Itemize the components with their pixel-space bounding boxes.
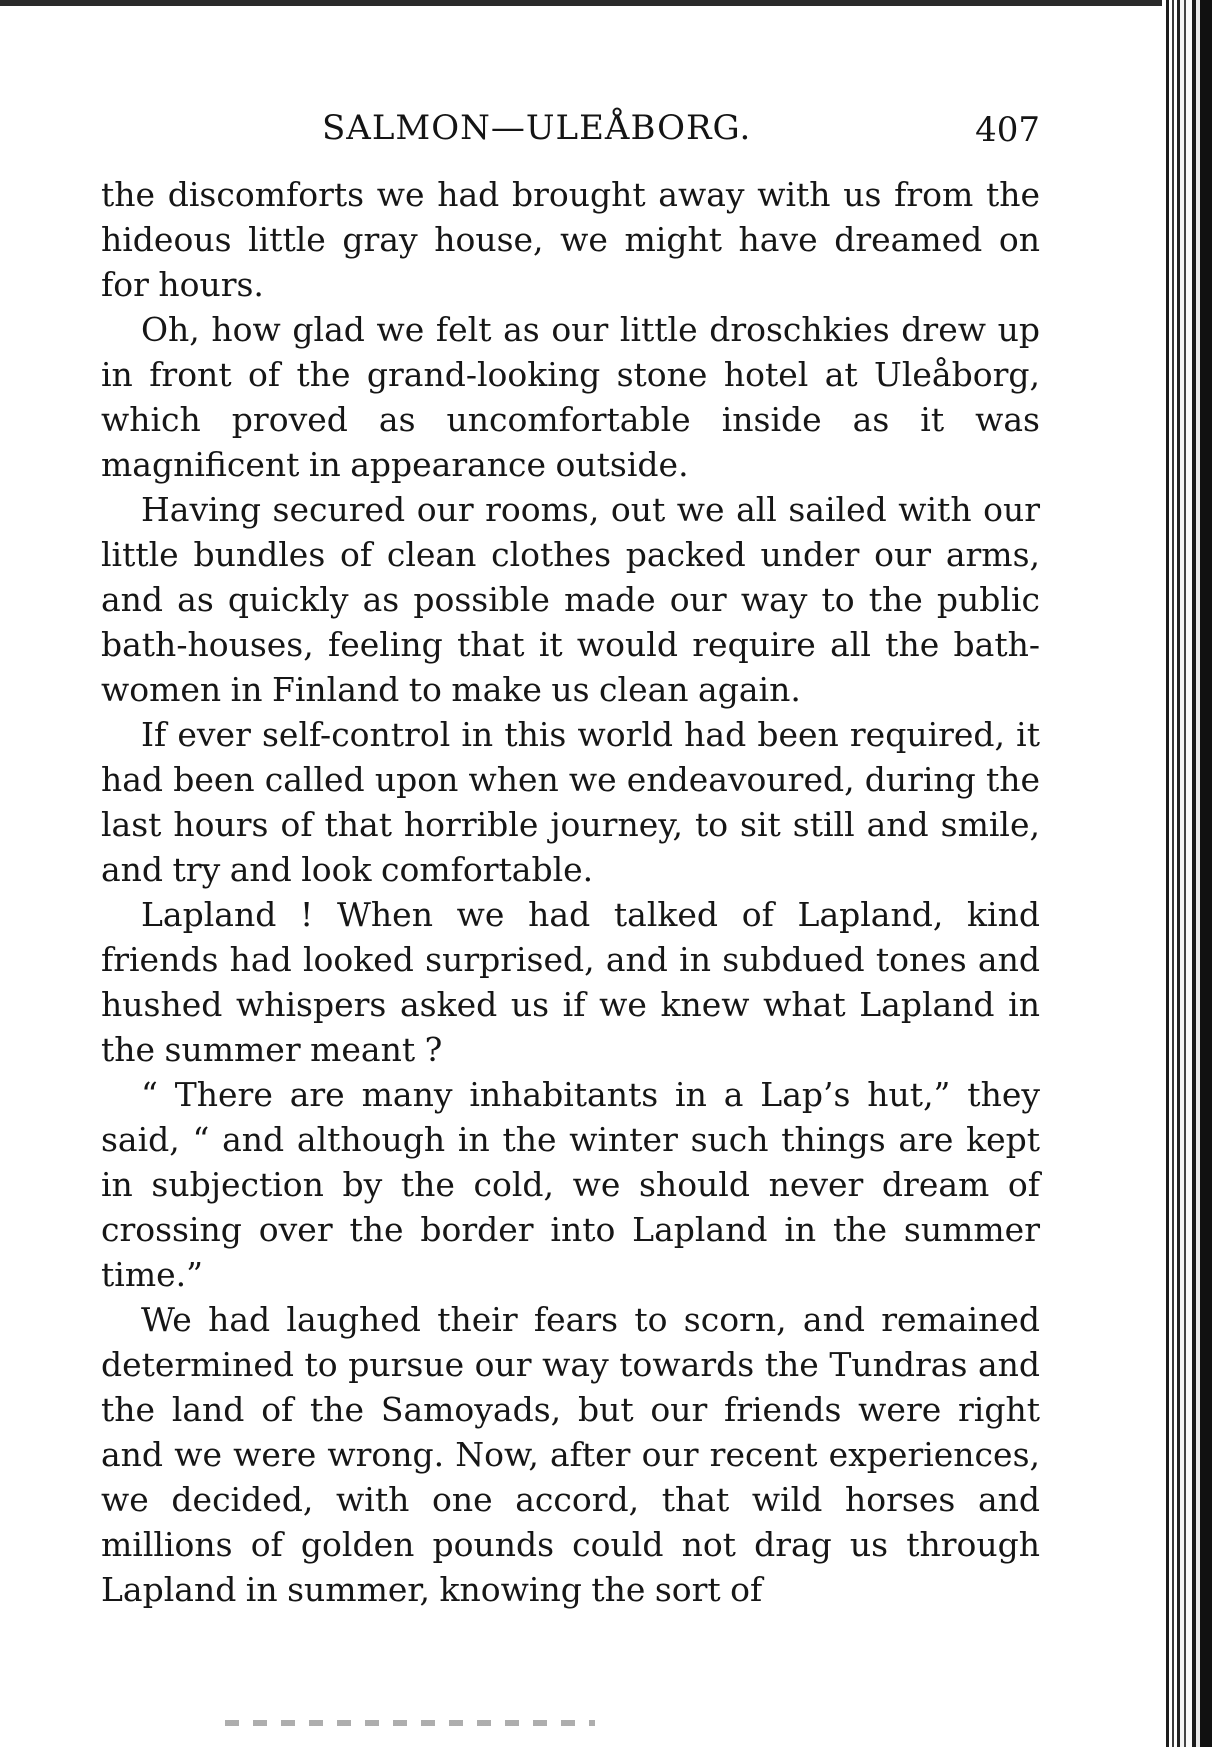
paragraph: the discomforts we had brought away with us from the hideous little gray house, we might have dreamed on for hours. — [101, 175, 1040, 304]
book-binding-edge — [1162, 0, 1212, 1747]
running-title: SALMON—ULEÅBORG. — [322, 108, 752, 148]
paragraph: Having secured our rooms, out we all sailed with our little bundles of clean clothes packed under our arms, and as quickly as possible made our way to the public bath-houses, feeling that it would require all the bath-women in Finland to make us clean again. — [101, 490, 1040, 709]
paragraph: If ever self-control in this world had been required, it had been called upon when we endeavoured, during the last hours of that horrible journey, to sit still and smile, and try and look comfortable. — [101, 715, 1040, 889]
top-edge-rule — [0, 0, 1170, 6]
paragraph: Lapland ! When we had talked of Lapland, kind friends had looked surprised, and in subdued tones and hushed whispers asked us if we knew what Lapland in the summer meant ? — [101, 895, 1040, 1069]
running-header — [100, 108, 1040, 158]
paragraph: Oh, how glad we felt as our little droschkies drew up in front of the grand-looking stone hotel at Uleåborg, which proved as uncomfortable inside as it was magnificent in appearance outside. — [101, 310, 1040, 484]
body-text — [101, 172, 1040, 1612]
footer-print-smudge — [225, 1720, 595, 1726]
paragraph: We had laughed their fears to scorn, and remained determined to pursue our way towards the Tundras and the land of the Samoyads, but our friends were right and we were wrong. Now, after our recent experiences, we decided, with one accord, that wild horses and millions of golden pounds could not drag us through Lapland in summer, knowing the sort of — [101, 1300, 1040, 1609]
paragraph: “ There are many inhabitants in a Lap’s hut,” they said, “ and although in the winter such things are kept in subjection by the cold, we should never dream of crossing over the border into Lapland in the summer time.” — [101, 1075, 1040, 1294]
page-number: 407 — [975, 110, 1040, 150]
